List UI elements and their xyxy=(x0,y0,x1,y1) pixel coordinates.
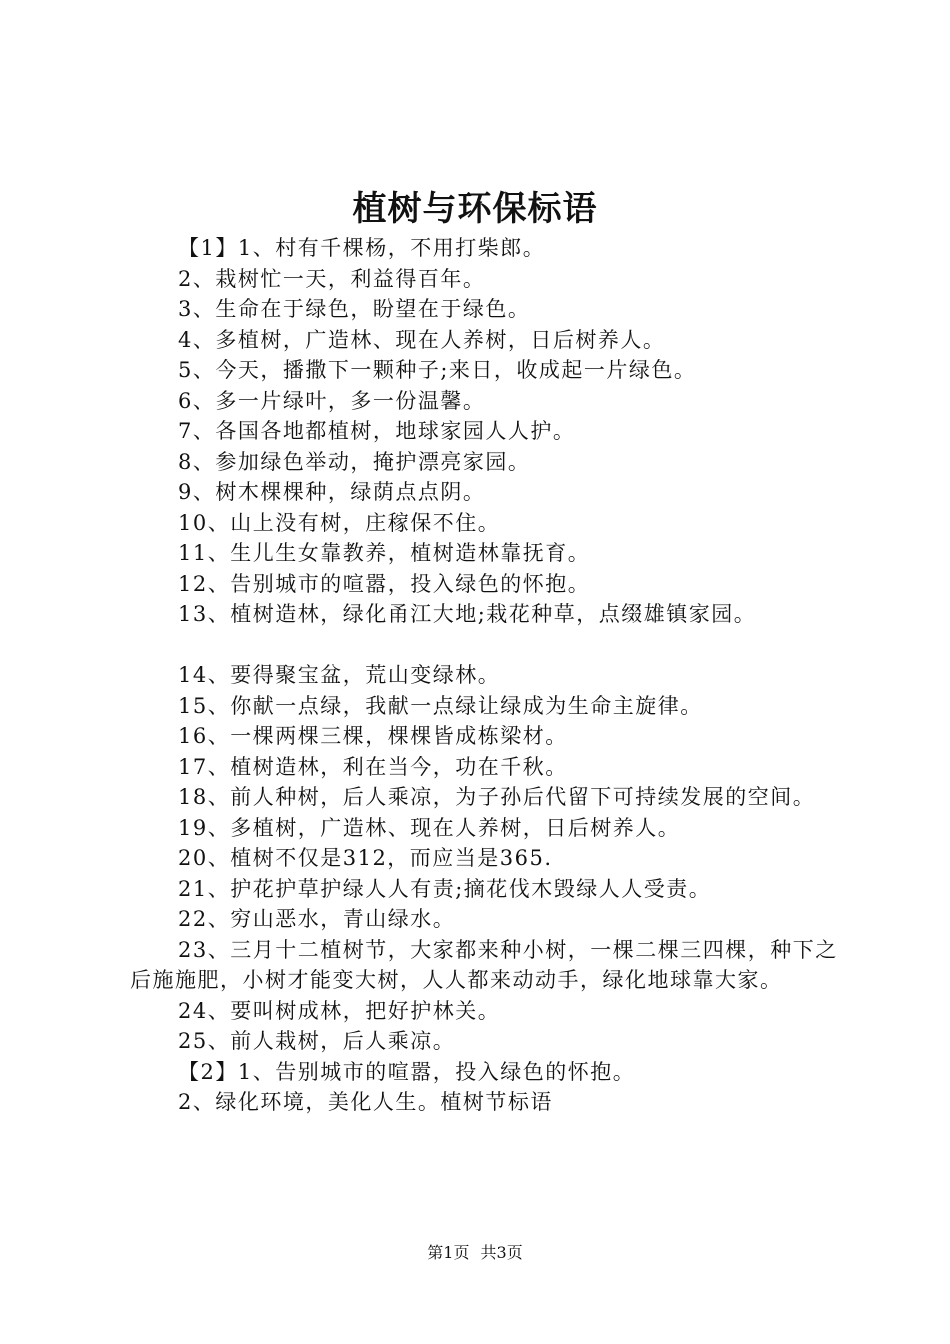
slogan-line: 7、各国各地都植树，地球家园人人护。 xyxy=(178,419,576,443)
slogan-line: 4、多植树，广造林、现在人养树，日后树养人。 xyxy=(178,327,666,352)
slogan-line: 2、栽树忙一天，利益得百年。 xyxy=(178,266,486,291)
slogan-line: 15、你献一点绿，我献一点绿让绿成为生命主旋律。 xyxy=(178,693,703,718)
slogan-line: 【2】1、告别城市的喧嚣，投入绿色的怀抱。 xyxy=(178,1059,636,1084)
blank-line xyxy=(130,630,842,661)
slogan-line: 5、今天，播撒下一颗种子;来日，收成起一片绿色。 xyxy=(178,358,697,382)
slogan-line: 18、前人种树，后人乘凉，为子孙后代留下可持续发展的空间。 xyxy=(178,785,816,809)
document-title: 植树与环保标语 xyxy=(352,189,598,229)
slogan-line: 14、要得聚宝盆，荒山变绿林。 xyxy=(178,663,501,687)
page-footer xyxy=(0,1242,950,1264)
slogan-line: 25、前人栽树，后人乘凉。 xyxy=(178,1029,456,1053)
slogan-line: 3、生命在于绿色，盼望在于绿色。 xyxy=(178,297,531,321)
slogan-line: 8、参加绿色举动，掩护漂亮家园。 xyxy=(178,449,531,474)
slogan-line: 21、护花护草护绿人人有责;摘花伐木毁绿人人受责。 xyxy=(178,876,712,901)
slogan-line: 11、生儿生女靠教养，植树造林靠抚育。 xyxy=(178,541,591,565)
slogan-line: 24、要叫树成林，把好护林关。 xyxy=(178,998,501,1023)
slogan-line: 9、树木棵棵种，绿荫点点阴。 xyxy=(178,480,486,504)
slogan-line: 16、一棵两棵三棵，棵棵皆成栋梁材。 xyxy=(178,724,568,748)
slogan-line: 17、植树造林，利在当今，功在千秋。 xyxy=(178,754,568,779)
document-body xyxy=(130,233,842,1118)
slogan-line: 【1】1、村有千棵杨，不用打柴郎。 xyxy=(178,236,546,260)
slogan-line: 20、植树不仅是312，而应当是365. xyxy=(178,846,553,870)
page-number: 第1页 xyxy=(427,1243,470,1262)
slogan-line: 10、山上没有树，庄稼保不住。 xyxy=(178,510,501,535)
slogan-line: 22、穷山恶水，青山绿水。 xyxy=(178,907,456,931)
slogan-line: 2、绿化环境，美化人生。植树节标语 xyxy=(178,1090,553,1114)
page-total: 共3页 xyxy=(480,1243,523,1262)
slogan-line: 6、多一片绿叶，多一份温馨。 xyxy=(178,388,486,413)
slogan-line: 19、多植树，广造林、现在人养树，日后树养人。 xyxy=(178,815,681,840)
slogan-line: 13、植树造林，绿化甬江大地;栽花种草，点缀雄镇家园。 xyxy=(178,602,757,626)
slogan-line: 23、三月十二植树节，大家都来种小树，一棵二棵三四棵，种下之后施施肥，小树才能变大树，人人都来动动手，绿化地球靠大家。 xyxy=(130,937,838,992)
slogan-line: 12、告别城市的喧嚣，投入绿色的怀抱。 xyxy=(178,571,591,596)
